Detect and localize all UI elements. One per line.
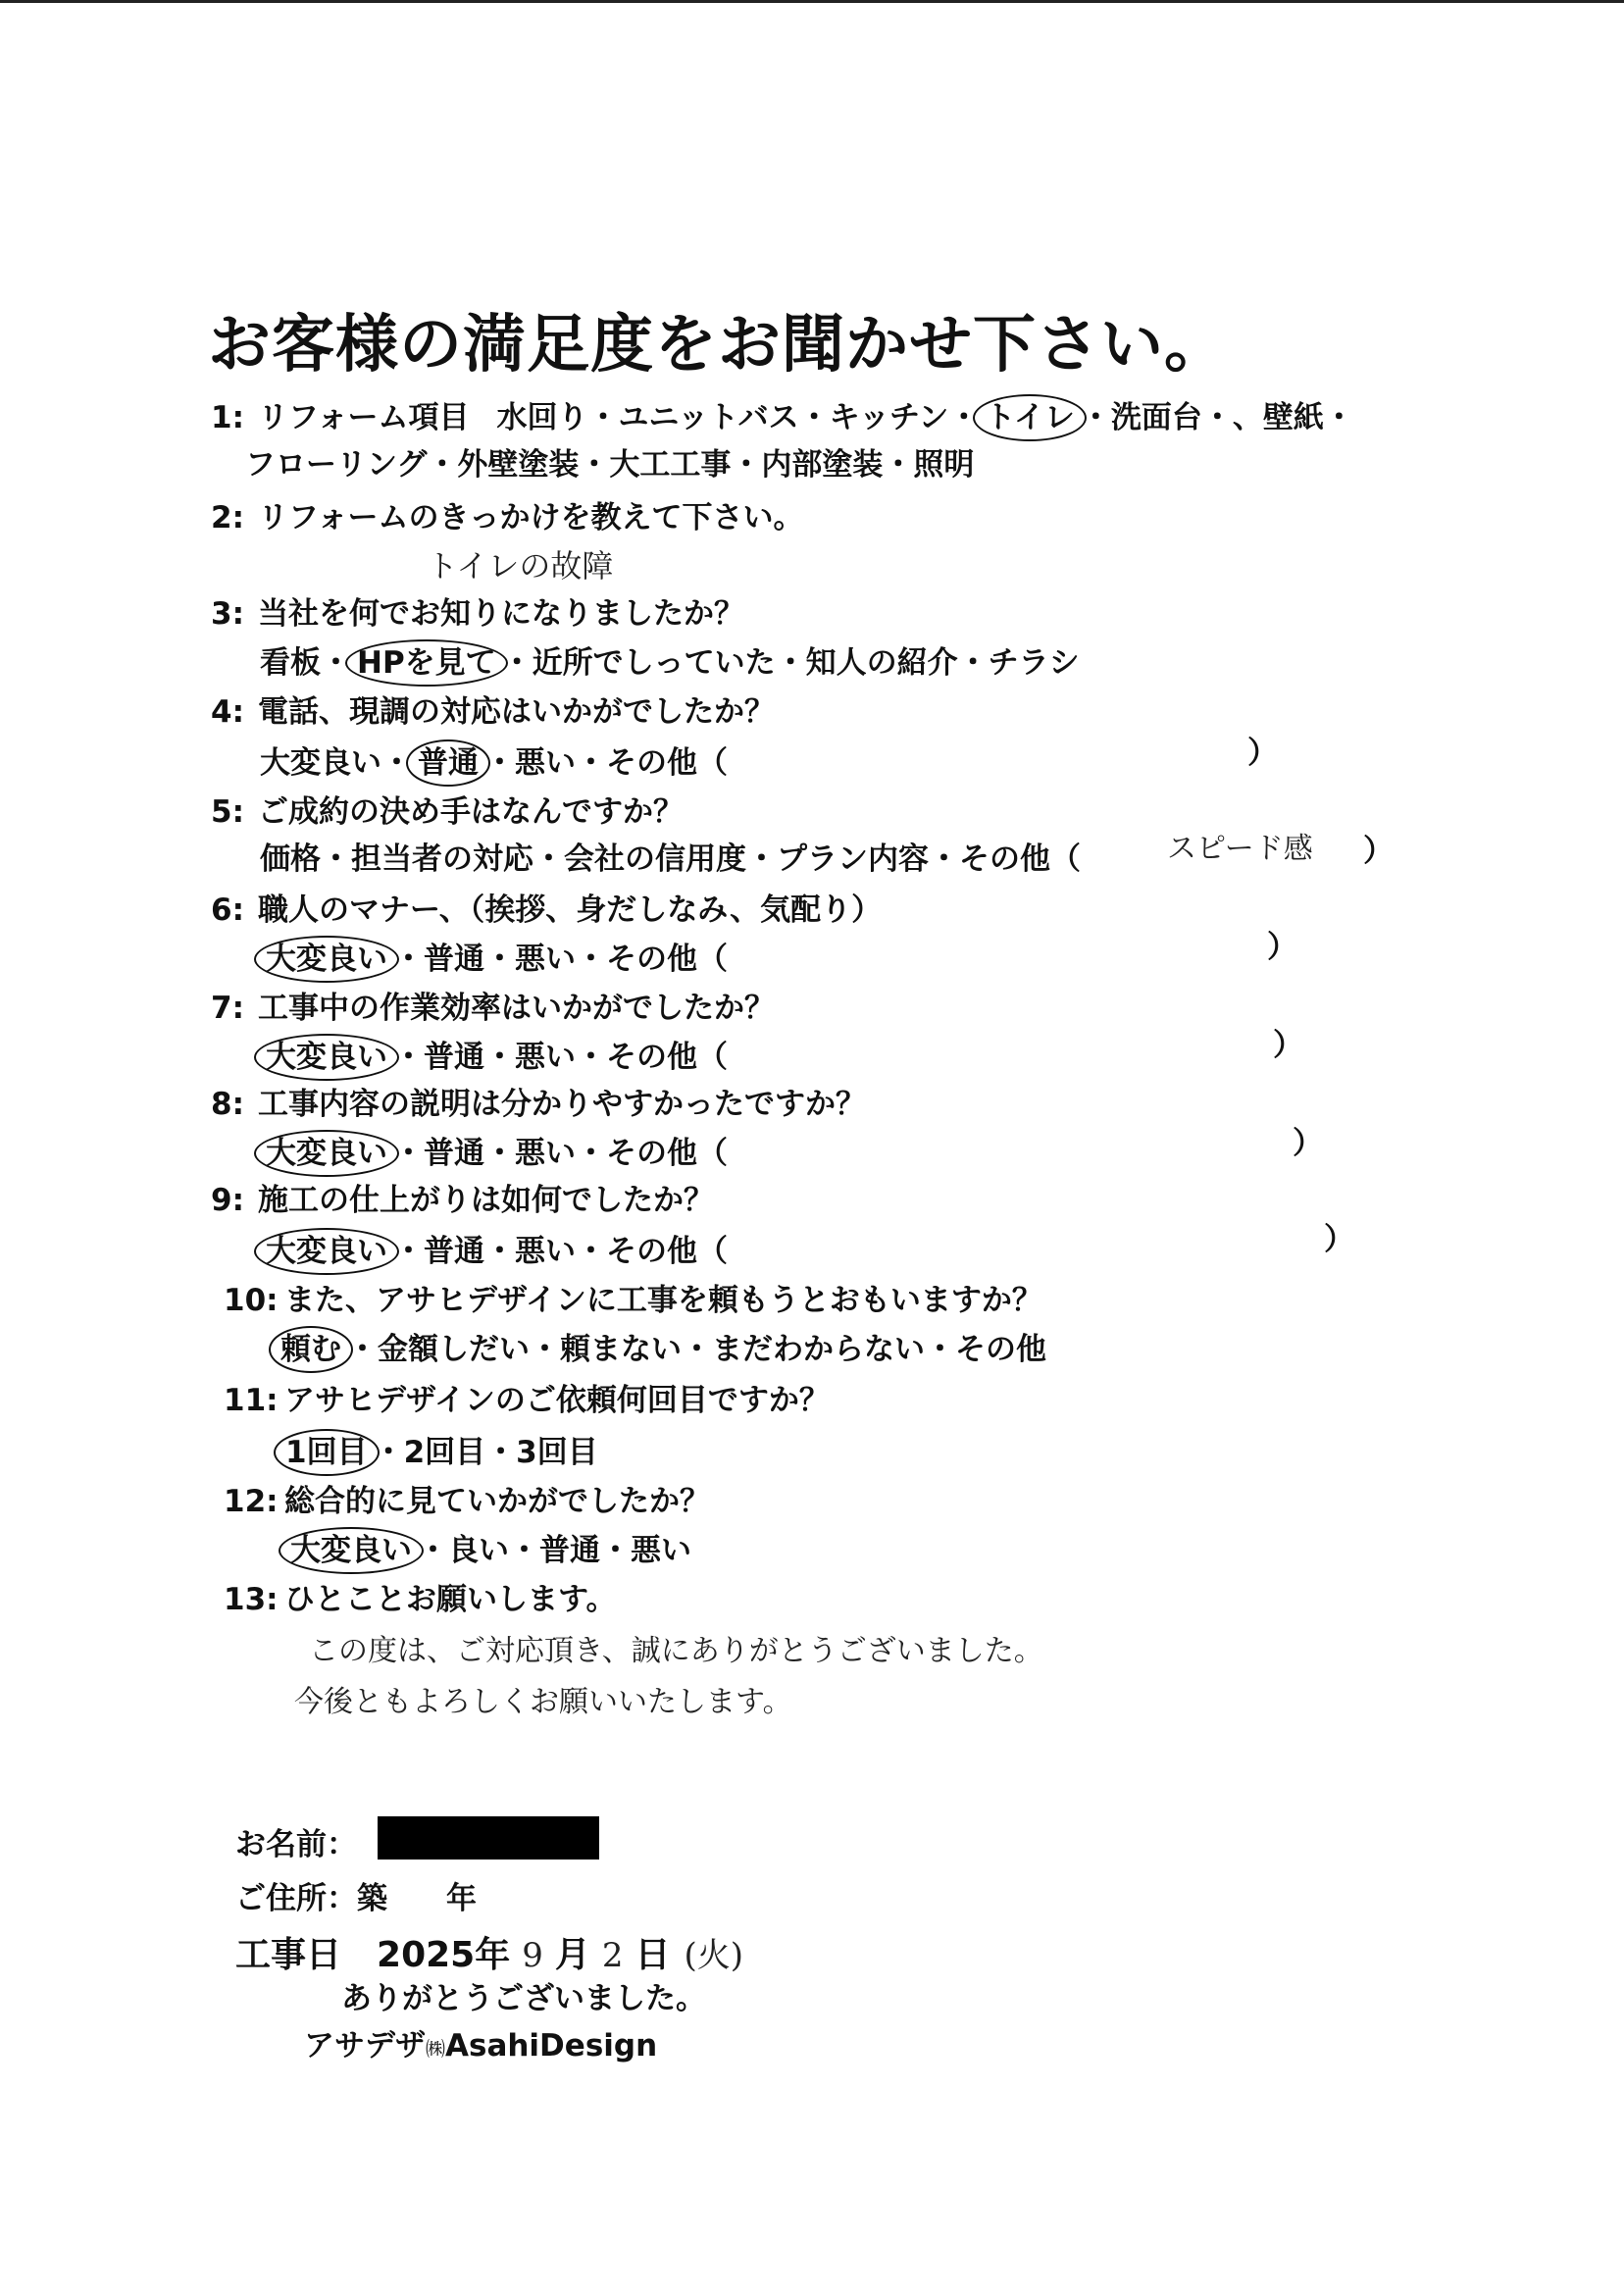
question-number: 1: [211,400,244,435]
question-4-options [260,738,728,783]
question-number: 3: [211,596,244,632]
question-9 [211,1175,714,1219]
work-date-year: 2025年 [377,1935,511,1975]
options-text: 看板・ [260,645,351,681]
close-paren: ） [1324,1222,1354,1257]
question-text: リフォームのきっかけを教えて下さい。 [258,500,804,535]
question-10 [224,1275,1042,1319]
handwritten-answer: スピード感 [1167,832,1313,866]
close-paren: ） [1293,1126,1323,1161]
work-date-month-value: 9 [522,1936,543,1975]
options-text: ・普通・悪い・その他（ [393,1040,728,1075]
redacted-name [378,1816,599,1860]
question-11-options [279,1427,598,1472]
company-corp-mark: ㈱ [426,2037,445,2061]
question-number: 7: [211,991,244,1026]
page-title: お客様の満足度をお聞かせ下さい。 [208,309,1228,382]
name-label: お名前： [235,1827,357,1862]
options-text: ・2回目・3回目 [373,1435,598,1470]
question-number: 11: [224,1383,279,1418]
selected-option: 大変良い [254,1034,399,1081]
question-text: 施工の仕上がりは如何でしたか？ [258,1183,714,1218]
question-number: 5: [211,794,244,830]
question-text: ひとことお願いします。 [284,1582,617,1617]
question-1-options: フローリング・外壁塗装・大工工事・内部塗装・照明 [245,447,975,483]
selected-option: 大変良い [254,1130,399,1177]
question-number: 10: [224,1283,279,1318]
options-text: ・近所でしっていた・知人の紹介・チラシ [501,645,1080,681]
work-date-day-value: 2 [601,1936,624,1975]
question-8-options [260,1128,728,1173]
selected-option: 普通 [406,739,490,787]
question-text: また、アサヒデザインに工事を頼もうとおもいますか？ [284,1283,1042,1318]
company-name [304,2020,657,2064]
selected-option: HPを見て [345,639,508,687]
question-12-options [284,1525,691,1570]
options-text: ・普通・悪い・その他（ [393,942,728,977]
options-text: ・金額しだい・頼まない・まだわからない・その他 [347,1332,1046,1367]
question-3 [211,588,744,633]
question-5 [211,787,684,831]
options-text: ・洗面台・、壁紙・ [1080,400,1354,435]
question-number: 2: [211,500,244,535]
question-10-options [275,1324,1046,1369]
question-number: 8: [211,1087,244,1122]
address-line [235,1873,477,1917]
close-paren: ） [1247,736,1278,771]
address-label: ご住所：築 [235,1881,387,1916]
question-13 [224,1574,617,1618]
scan-edge-line [0,0,1624,3]
question-3-options [260,637,1080,683]
question-number: 4: [211,694,244,730]
question-number: 13: [224,1582,279,1617]
company-kana: アサデザ [304,2028,426,2064]
close-paren: ） [1267,930,1297,965]
selected-option: 大変良い [279,1527,424,1574]
options-text: 水回り・ユニットバス・キッチン・ [496,400,980,435]
question-6-options [260,934,728,979]
options-text: ・普通・悪い・その他（ [393,1234,728,1269]
work-date-day-unit: 日 [634,1935,671,1975]
selected-option: 頼む [269,1326,353,1373]
question-text: 職人のマナー、（挨拶、身だしなみ、気配り） [258,892,883,928]
options-text: 大変良い・ [260,745,412,781]
work-date-line [235,1927,743,1977]
options-text: ・悪い・その他（ [484,745,728,781]
work-date-month-unit: 月 [554,1935,590,1975]
question-5-options: 価格・担当者の対応・会社の信用度・プラン内容・その他（ [260,841,1081,877]
selected-option: 大変良い [254,936,399,983]
thanks-message: ありがとうございました。 [341,1981,706,2016]
question-number: 6: [211,892,244,928]
selected-option: 1回目 [274,1429,380,1476]
question-4 [211,687,775,731]
company-english: AsahiDesign [445,2028,658,2064]
close-paren: ） [1273,1028,1303,1063]
handwritten-comment-line-1: この度は、ご対応頂き、誠にありがとうございました。 [309,1634,1043,1668]
question-7 [211,983,775,1027]
options-text: ・普通・悪い・その他（ [393,1136,728,1171]
question-text: ご成約の決め手はなんですか？ [258,794,684,830]
question-9-options [260,1226,728,1271]
question-7-options [260,1032,728,1077]
question-6 [211,885,882,929]
question-number: 9: [211,1183,244,1218]
options-text: ・良い・普通・悪い [418,1533,691,1568]
question-12 [224,1476,710,1520]
question-text: 工事中の作業効率はいかがでしたか？ [258,991,775,1026]
question-text: 電話、現調の対応はいかがでしたか？ [258,694,775,730]
close-paren: ） [1363,834,1394,869]
selected-option: トイレ [973,394,1086,441]
question-text: アサヒデザインのご依頼何回目ですか？ [284,1383,830,1418]
question-text: 当社を何でお知りになりましたか？ [258,596,744,632]
question-text: 工事内容の説明は分かりやすかったですか？ [258,1087,866,1122]
question-8 [211,1079,866,1123]
handwritten-answer: トイレの故障 [427,547,614,585]
handwritten-comment-line-2: 今後ともよろしくお願いいたします。 [294,1685,792,1719]
question-label: リフォーム項目 [258,400,470,435]
question-number: 12: [224,1484,279,1519]
question-11 [224,1375,830,1419]
address-suffix: 年 [446,1881,477,1916]
question-2 [211,492,803,536]
selected-option: 大変良い [254,1228,399,1275]
question-1 [211,392,1354,437]
question-text: 総合的に見ていかがでしたか？ [284,1484,710,1519]
work-date-label: 工事日 [235,1935,342,1975]
work-date-weekday: (火) [684,1936,744,1975]
